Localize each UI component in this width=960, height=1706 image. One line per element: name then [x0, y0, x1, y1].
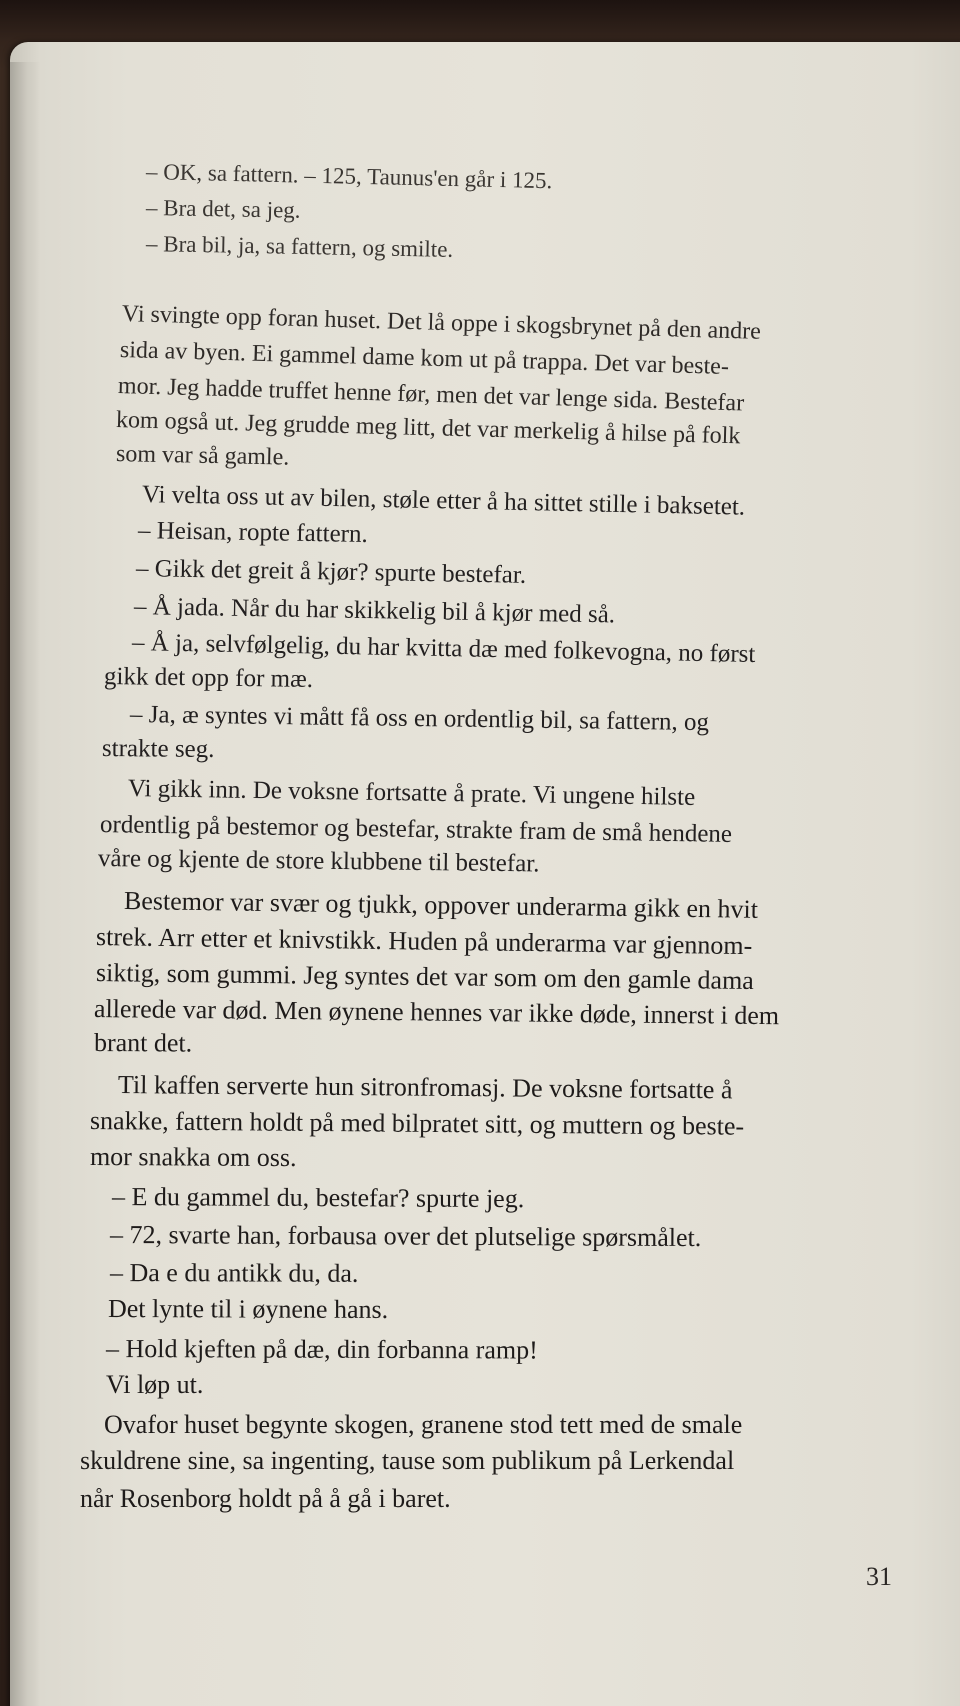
text-line: strakte seg.: [101, 735, 215, 763]
text-line: Vi gikk inn. De voksne fortsatte å prate. Vi ungene hilste: [127, 775, 696, 811]
text-line: skuldrene sine, sa ingenting, tause som publikum på Lerkendal: [80, 1446, 735, 1475]
text-line: brant det.: [93, 1028, 193, 1058]
text-line: Til kaffen serverte hun sitronfromasj. De voksne fortsatte å: [117, 1070, 733, 1105]
text-line: – Hold kjeften på dæ, din forbanna ramp!: [105, 1334, 538, 1365]
text-line: ordentlig på bestemor og bestefar, strakte fram de små hendene: [99, 811, 733, 848]
text-line: Vi løp ut.: [106, 1370, 204, 1399]
text-line: når Rosenborg holdt på å gå i baret.: [80, 1484, 451, 1513]
text-line: kom også ut. Jeg grudde meg litt, det var merkelig å hilse på folk: [115, 407, 741, 450]
text-line: – Bra bil, ja, sa fattern, og smilte.: [145, 231, 454, 262]
text-line: Det lynte til i øynene hans.: [107, 1294, 389, 1324]
text-line: – Å jada. Når du har skikkelig bil å kjør med så.: [133, 593, 616, 629]
text-line: – 72, svarte han, forbausa over det plutselige spørsmålet.: [109, 1220, 702, 1253]
text-line: mor. Jeg hadde truffet henne før, men det var lenge sida. Bestefar: [117, 373, 745, 417]
text-line: – OK, sa fattern. – 125, Taunus'en går i 125.: [145, 159, 553, 194]
text-line: strek. Arr etter et knivstikk. Huden på underarma var gjennom-: [95, 922, 753, 961]
text-line: gikk det opp for mæ.: [103, 663, 314, 693]
text-line: sida av byen. Ei gammel dame kom ut på trappa. Det var beste-: [119, 337, 730, 381]
text-line: – Bra det, sa jeg.: [145, 195, 301, 223]
text-line: – Ja, æ syntes vi mått få oss en ordentlig bil, sa fattern, og: [129, 701, 710, 737]
text-line: Vi svingte opp foran huset. Det lå oppe i skogsbrynet på den andre: [121, 301, 762, 345]
text-line: våre og kjente de store klubbene til bestefar.: [97, 845, 540, 878]
text-line: Vi velta oss ut av bilen, støle etter å ha sittet stille i baksetet.: [141, 481, 746, 521]
text-line: – Å ja, selvfølgelig, du har kvitta dæ med folkevogna, no først: [131, 629, 756, 668]
text-line: allerede var død. Men øynene hennes var ikke døde, innerst i dem: [93, 994, 780, 1031]
text-line: – E du gammel du, bestefar? spurte jeg.: [111, 1182, 525, 1214]
text-line: – Da e du antikk du, da.: [109, 1258, 359, 1288]
text-line: siktig, som gummi. Jeg syntes det var som om den gamle dama: [95, 958, 754, 996]
text-line: – Heisan, ropte fattern.: [137, 517, 368, 549]
text-line: – Gikk det greit å kjør? spurte bestefar.: [135, 555, 527, 589]
page-number: 31: [866, 1562, 892, 1591]
text-line: Ovafor huset begynte skogen, granene stod tett med de smale: [104, 1410, 743, 1439]
text-line: som var så gamle.: [115, 441, 290, 471]
text-line: snakke, fattern holdt på med bilpratet sitt, og muttern og beste-: [89, 1106, 745, 1141]
text-line: mor snakka om oss.: [89, 1142, 297, 1173]
text-line: Bestemor var svær og tjukk, oppover underarma gikk en hvit: [123, 886, 759, 924]
